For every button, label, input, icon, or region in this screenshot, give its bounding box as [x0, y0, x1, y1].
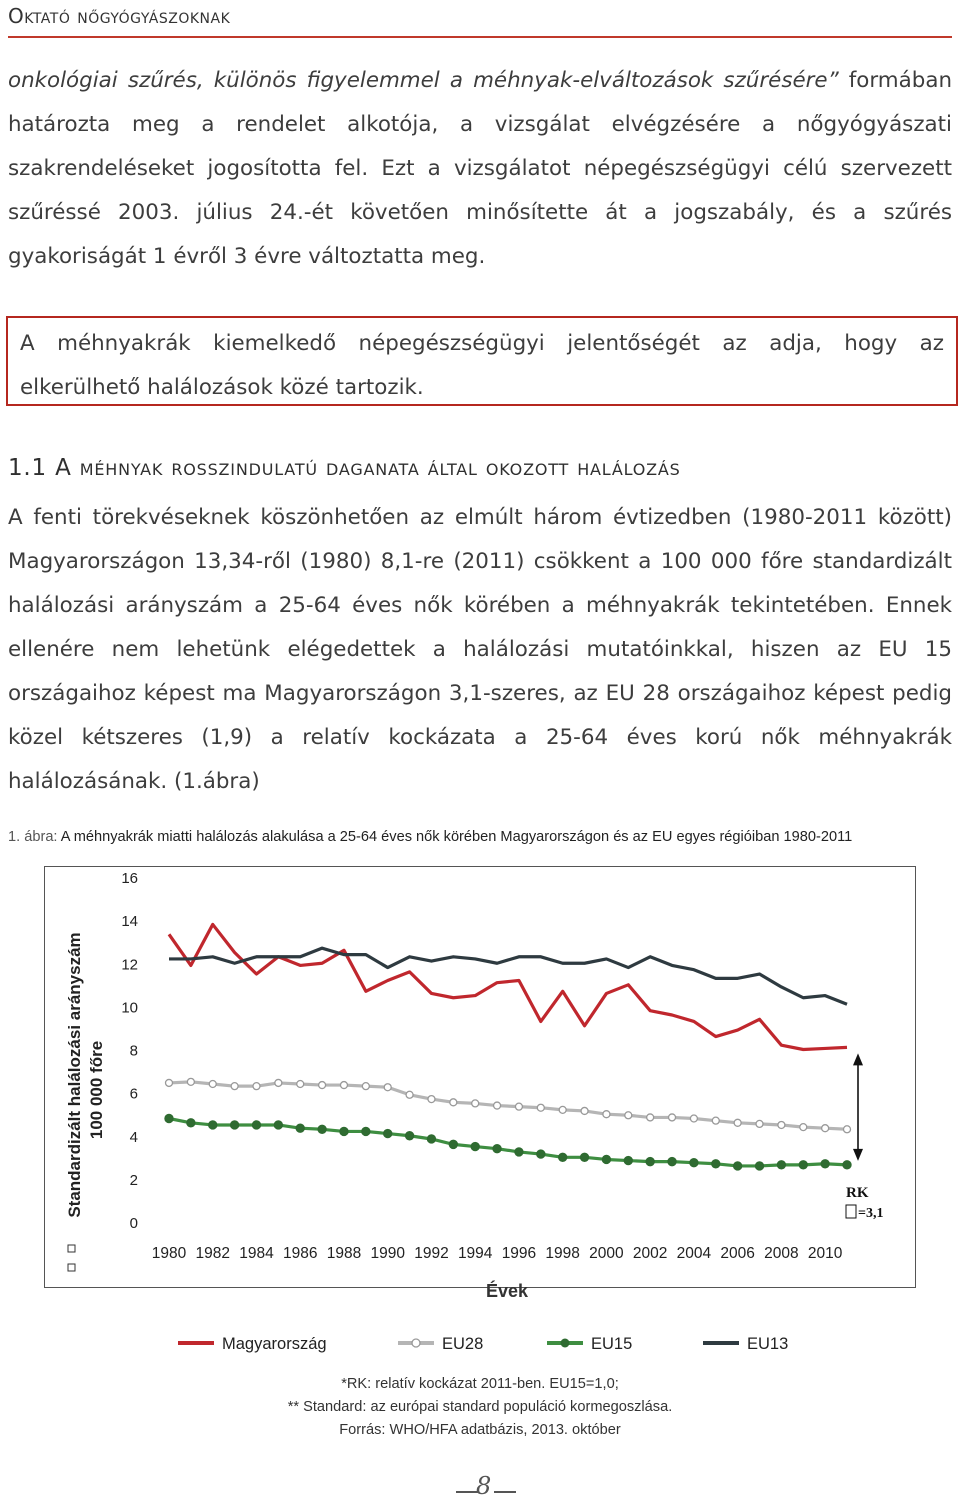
point-eu15 [471, 1142, 479, 1150]
point-eu28 [734, 1119, 741, 1126]
x-tick-label: 1996 [501, 1245, 537, 1262]
y-tick-label: 8 [129, 1042, 138, 1060]
legend-label-eu28: EU28 [442, 1335, 484, 1353]
point-eu28 [515, 1103, 522, 1110]
x-tick-label: 1992 [414, 1245, 449, 1262]
legend-label-magyarorsz-g: Magyarország [222, 1335, 327, 1353]
rk-arrow-head-bottom [853, 1149, 863, 1161]
point-eu15 [755, 1162, 763, 1170]
point-eu15 [690, 1159, 698, 1167]
y-tick-label: 12 [121, 956, 138, 974]
legend-label-eu15: EU15 [591, 1335, 633, 1353]
point-eu15 [668, 1157, 676, 1165]
point-eu28 [647, 1114, 654, 1121]
page-number-dash-left [456, 1491, 478, 1493]
point-eu15 [427, 1135, 435, 1143]
x-tick-label: 1984 [239, 1245, 274, 1262]
point-eu15 [230, 1121, 238, 1129]
chart-notes [0, 1373, 960, 1442]
point-eu28 [253, 1083, 260, 1090]
section-body: A fenti törekvéseknek köszönhetően az elmúlt három évtizedben (1980-2011 között) Magyarországon 13,34-ről (1980) 8,1-re (2011) csökkent a 100 000 főre standardizált halálozási arányszám a 25-64 éves nők körében a méhnyakrák tekintetében. Ennek ellenére nem lehetünk elégedettek a halálozási mutatóinkkal, hiszen az EU 15 országaihoz képest ma Magyarországon 3,1-szeres, az EU 28 országaihoz képest pedig közel kétszeres (1,9) a relatív kockázata a 25-64 éves korú nők méhnyakrák halálozásának. (1.ábra) [8, 505, 952, 794]
point-eu15 [843, 1161, 851, 1169]
point-eu15 [362, 1127, 370, 1135]
frame-box-marker [68, 1245, 75, 1252]
point-eu28 [406, 1091, 413, 1098]
point-eu28 [581, 1107, 588, 1114]
point-eu28 [690, 1115, 697, 1122]
point-eu28 [494, 1102, 501, 1109]
y-axis-title-line1: Standardizált halálozási arányszám [65, 932, 84, 1218]
y-tick-label: 2 [129, 1171, 138, 1189]
point-eu28 [428, 1096, 435, 1103]
point-eu15 [821, 1160, 829, 1168]
point-eu28 [319, 1082, 326, 1089]
rk-arrow-head-top [853, 1053, 863, 1065]
point-eu28 [712, 1117, 719, 1124]
x-tick-label: 2002 [632, 1245, 668, 1262]
point-eu28 [844, 1126, 851, 1133]
x-tick-label: 2010 [807, 1245, 843, 1262]
rk-label: RK [846, 1185, 869, 1201]
point-eu15 [558, 1153, 566, 1161]
x-tick-label: 1982 [195, 1245, 230, 1262]
point-eu15 [712, 1160, 720, 1168]
intro-rest-text: formában határozta meg a rendelet alkotója, a vizsgálat elvégzésére a nőgyógyászati szakrendeléseket jogosította fel. Ezt a vizsgálatot népegészségügyi célú szervezett szűréssé 2003. július 24.-ét követően minősítette át a jogszabály, és a szűrés gyakoriságát 1 évről 3 évre változtatta meg. [8, 68, 952, 269]
note-rk: *RK: relatív kockázat 2011-ben. EU15=1,0; [341, 1376, 619, 1392]
point-eu15 [493, 1144, 501, 1152]
point-eu15 [405, 1132, 413, 1140]
point-eu15 [624, 1156, 632, 1164]
point-eu28 [384, 1084, 391, 1091]
point-eu28 [537, 1104, 544, 1111]
point-eu28 [625, 1112, 632, 1119]
legend-marker-eu28 [412, 1339, 420, 1347]
figure-caption-text: A méhnyakrák miatti halálozás alakulása a 25-64 éves nők körében Magyarországon és az EU egyes régióiban 1980-2011 [57, 829, 853, 845]
x-tick-label: 2004 [676, 1245, 712, 1262]
y-tick-label: 16 [121, 870, 138, 887]
point-eu28 [450, 1099, 457, 1106]
point-eu15 [515, 1148, 523, 1156]
point-eu28 [297, 1081, 304, 1088]
callout-text: A méhnyakrák kiemelkedő népegészségügyi jelentőségét az adja, hogy az elkerülhető halálozások közé tartozik. [20, 331, 944, 400]
point-eu15 [537, 1150, 545, 1158]
y-tick-label: 10 [121, 999, 138, 1017]
series-line-magyarorsz-g [169, 924, 847, 1049]
point-eu28 [756, 1120, 763, 1127]
point-eu28 [362, 1083, 369, 1090]
point-eu15 [580, 1153, 588, 1161]
point-eu15 [733, 1162, 741, 1170]
x-tick-label: 1988 [326, 1245, 362, 1262]
x-axis-title: Évek [485, 1281, 529, 1301]
point-eu15 [449, 1140, 457, 1148]
point-eu28 [800, 1124, 807, 1131]
point-eu15 [274, 1121, 282, 1129]
point-eu15 [799, 1161, 807, 1169]
x-tick-label: 1980 [151, 1245, 187, 1262]
series-line-eu15 [169, 1119, 847, 1166]
series-line-eu28 [169, 1082, 847, 1129]
header-title: Oktató nőgyógyászoknak [8, 4, 231, 28]
x-tick-label: 1998 [545, 1245, 580, 1262]
point-eu15 [252, 1121, 260, 1129]
point-eu15 [646, 1157, 654, 1165]
point-eu15 [602, 1155, 610, 1163]
y-tick-label: 6 [129, 1085, 138, 1103]
x-tick-label: 2000 [589, 1245, 624, 1262]
point-eu28 [166, 1079, 173, 1086]
point-eu28 [559, 1106, 566, 1113]
point-eu28 [231, 1083, 238, 1090]
point-eu28 [340, 1082, 347, 1089]
point-eu28 [472, 1100, 479, 1107]
point-eu28 [209, 1081, 216, 1088]
page-number: 8 [476, 1472, 492, 1500]
y-tick-label: 0 [129, 1215, 138, 1232]
rk-value: =3,1 [858, 1206, 884, 1221]
point-eu15 [296, 1124, 304, 1132]
figure-caption-number: 1. ábra: [8, 829, 58, 845]
y-tick-label: 14 [121, 913, 138, 931]
intro-italic-text: onkológiai szűrés, különös figyelemmel a méhnyak-elváltozások szűrésére” [8, 68, 839, 93]
point-eu15 [165, 1114, 173, 1122]
note-standard: ** Standard: az európai standard populáció kormegoszlása. [287, 1399, 673, 1415]
point-eu15 [318, 1125, 326, 1133]
legend-label-eu13: EU13 [747, 1335, 789, 1353]
x-tick-label: 1994 [457, 1245, 493, 1262]
y-tick-label: 4 [129, 1128, 138, 1146]
point-eu28 [603, 1111, 610, 1118]
point-eu15 [340, 1127, 348, 1135]
rk-box-marker [846, 1205, 856, 1218]
legend-marker-eu15 [561, 1339, 570, 1348]
point-eu28 [187, 1078, 194, 1085]
x-tick-label: 2008 [764, 1245, 799, 1262]
point-eu15 [209, 1121, 217, 1129]
section-heading: 1.1 A méhnyak rosszindulatú daganata által okozott halálozás [8, 455, 681, 481]
frame-box-marker [68, 1264, 75, 1271]
point-eu28 [669, 1114, 676, 1121]
point-eu28 [275, 1079, 282, 1086]
x-tick-label: 2006 [720, 1245, 755, 1262]
page-number-dash-right [494, 1491, 516, 1493]
x-tick-label: 1986 [282, 1245, 318, 1262]
y-axis-title-line2: 100 000 főre [87, 1040, 106, 1140]
point-eu15 [384, 1129, 392, 1137]
x-tick-label: 1990 [370, 1245, 405, 1262]
note-source: Forrás: WHO/HFA adatbázis, 2013. október [339, 1422, 621, 1438]
point-eu28 [822, 1125, 829, 1132]
series-line-eu13 [169, 948, 847, 1004]
point-eu28 [778, 1121, 785, 1128]
point-eu15 [777, 1161, 785, 1169]
point-eu15 [187, 1119, 195, 1127]
